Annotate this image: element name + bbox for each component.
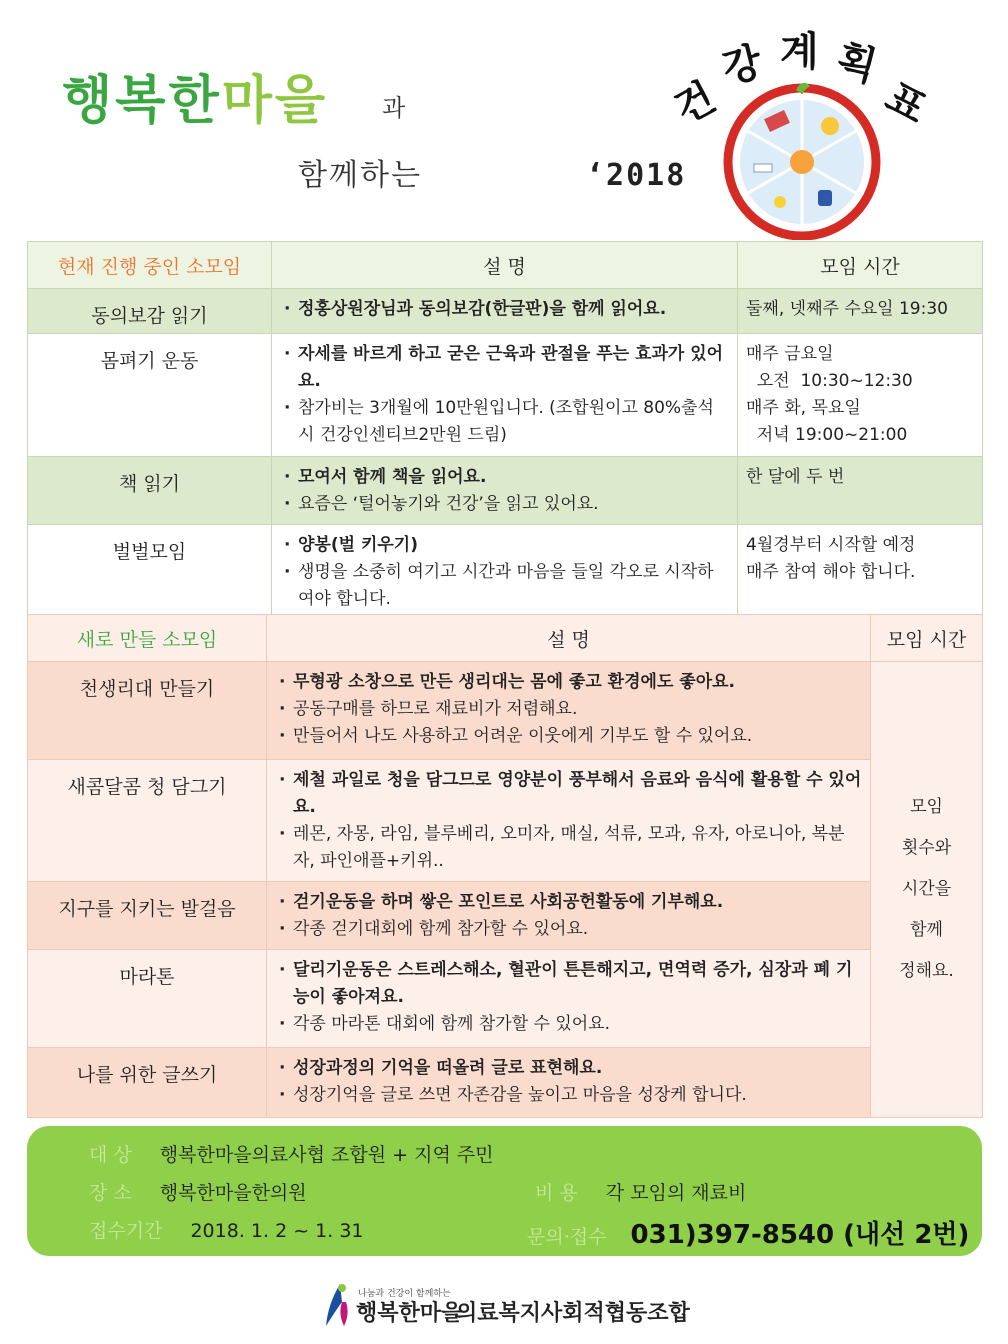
group-time <box>738 457 983 525</box>
info-place <box>89 1178 307 1205</box>
group-description <box>267 760 871 882</box>
target-value: 행복한마을의료사협 조합원 + 지역 주민 <box>159 1144 494 1166</box>
merged-time-line: 시간을 <box>901 879 952 899</box>
merged-time-line: 횟수와 <box>901 838 952 858</box>
table-row <box>28 334 983 457</box>
time-line: 한 달에 두 번 <box>746 467 845 487</box>
group-description <box>267 950 871 1048</box>
description-line: · 자세를 바르게 하고 굳은 근육과 관절을 푸는 효과가 있어요. <box>280 341 729 395</box>
group-name: 새콤달콤 청 담그기 <box>28 760 267 882</box>
description-line: · 성장기억을 글로 쓰면 자존감을 높이고 마음을 성장케 합니다. <box>275 1082 862 1109</box>
plan-char-1: 건 <box>667 74 723 133</box>
period-label: 접수기간 <box>89 1220 163 1242</box>
description-line: · 요즘은 ‘털어놓기와 건강’을 읽고 있어요. <box>280 491 729 518</box>
schedule-wheel-icon <box>718 72 886 240</box>
time-line: 매주 화, 목요일 <box>746 398 861 418</box>
title-part1: 행복한 <box>62 71 222 131</box>
plan-char-4: 획 <box>832 36 881 91</box>
col-header-current-group: 현재 진행 중인 소모임 <box>28 242 272 289</box>
group-description <box>272 457 738 525</box>
info-cost <box>535 1178 746 1205</box>
plan-char-2: 강 <box>717 38 767 93</box>
cost-label: 비 용 <box>535 1182 578 1204</box>
table-row <box>28 950 983 1048</box>
description-line: · 모여서 함께 책을 읽어요. <box>280 464 729 491</box>
group-name: 나를 위한 글쓰기 <box>28 1048 267 1118</box>
contact-label: 문의·접수 <box>527 1226 607 1248</box>
group-time <box>738 525 983 620</box>
place-value: 행복한마을한의원 <box>159 1182 307 1204</box>
table-row <box>28 662 983 760</box>
merged-time-cell <box>871 662 983 1118</box>
description-line: · 공동구매를 하므로 재료비가 저렴해요. <box>275 696 862 723</box>
period-value: 2018. 1. 2 ~ 1. 31 <box>190 1220 364 1242</box>
col-header-time: 모임 시간 <box>871 615 983 662</box>
page-subtitle: 함께하는 <box>298 158 422 193</box>
description-line: · 참가비는 3개월에 10만원입니다. (조합원이고 80%출석시 건강인센티브2만원 드림) <box>280 395 729 449</box>
group-description <box>267 662 871 760</box>
description-line: · 성장과정의 기억을 떠올려 글로 표현해요. <box>275 1055 862 1082</box>
merged-time-line: 함께 <box>910 920 943 940</box>
footer-logo <box>320 1278 700 1330</box>
table-header-row <box>28 242 983 289</box>
table-row <box>28 1048 983 1118</box>
col-header-time: 모임 시간 <box>738 242 983 289</box>
description-line: · 생명을 소중히 여기고 시간과 마음을 들일 각오로 시작하여야 합니다. <box>280 559 729 613</box>
description-line: · 무형광 소창으로 만든 생리대는 몸에 좋고 환경에도 좋아요. <box>275 669 862 696</box>
info-period <box>89 1216 364 1243</box>
footer-tagline: 나눔과 건강이 함께하는 <box>358 1289 451 1299</box>
description-line: · 달리기운동은 스트레스해소, 혈관이 튼튼해지고, 면역력 증가, 심장과 폐 기능이 좋아져요. <box>275 957 862 1011</box>
col-header-new-group: 새로 만들 소모임 <box>28 615 267 662</box>
cost-value: 각 모임의 재료비 <box>605 1182 747 1204</box>
title-part2: 마을 <box>221 71 329 131</box>
description-line: · 양봉(벌 키우기) <box>280 532 729 559</box>
contact-phone: 031)397-8540 (내선 2번) <box>630 1220 970 1250</box>
time-line: 매주 금요일 <box>746 344 834 364</box>
merged-time-line: 정해요. <box>899 961 954 981</box>
description-line: · 제철 과일로 청을 담그므로 영양분이 풍부해서 음료와 음식에 활용할 수 있어요. <box>275 767 862 821</box>
plan-char-3: 계 <box>780 29 819 75</box>
footer-org: 의료복지사회적협동조합 <box>456 1301 690 1326</box>
table-row <box>28 457 983 525</box>
group-time <box>738 289 983 334</box>
table-row <box>28 289 983 334</box>
table-header-row <box>28 615 983 662</box>
time-line: 4월경부터 시작할 예정 <box>746 535 916 555</box>
table-row <box>28 882 983 950</box>
time-line: 저녁 19:00~21:00 <box>746 425 908 445</box>
group-description <box>267 882 871 950</box>
description-line: · 정홍상원장님과 동의보감(한글판)을 함께 읽어요. <box>280 296 729 323</box>
group-name: 천생리대 만들기 <box>28 662 267 760</box>
description-line: · 레몬, 자몽, 라임, 블루베리, 오미자, 매실, 석류, 모과, 유자, 아로니아, 복분자, 파인애플+키위.. <box>275 821 862 875</box>
description-line: · 걷기운동을 하며 쌓은 포인트로 사회공헌활동에 기부해요. <box>275 889 862 916</box>
group-description <box>267 1048 871 1118</box>
page-title <box>62 58 328 133</box>
info-target <box>89 1140 494 1167</box>
group-name: 지구를 지키는 발걸음 <box>28 882 267 950</box>
target-label: 대 상 <box>89 1144 132 1166</box>
new-groups-table <box>27 614 983 1118</box>
group-name: 몸펴기 운동 <box>28 334 272 457</box>
group-name: 동의보감 읽기 <box>28 289 272 334</box>
plan-char-5: 표 <box>877 74 934 133</box>
table-row <box>28 525 983 620</box>
group-time <box>738 334 983 457</box>
current-groups-table <box>27 241 983 620</box>
time-line: 매주 참여 해야 합니다. <box>746 562 916 582</box>
group-description <box>272 525 738 620</box>
description-line: · 만들어서 나도 사용하고 어려운 이웃에게 기부도 할 수 있어요. <box>275 723 862 750</box>
info-contact <box>527 1214 969 1251</box>
org-logo-icon <box>320 1280 354 1328</box>
time-line: 둘째, 넷째주 수요일 19:30 <box>746 299 948 319</box>
group-name: 벌벌모임 <box>28 525 272 620</box>
group-description <box>272 334 738 457</box>
footer-brand: 행복한마을 <box>356 1301 463 1326</box>
merged-time-line: 모임 <box>910 797 943 817</box>
group-name: 마라톤 <box>28 950 267 1048</box>
col-header-description: 설 명 <box>272 242 738 289</box>
place-label: 장 소 <box>89 1182 132 1204</box>
time-line: 오전 10:30~12:30 <box>746 371 913 391</box>
description-line: · 각종 마라톤 대회에 함께 참가할 수 있어요. <box>275 1011 862 1038</box>
description-line: · 각종 걷기대회에 함께 참가할 수 있어요. <box>275 916 862 943</box>
table-row <box>28 760 983 882</box>
group-name: 책 읽기 <box>28 457 272 525</box>
year-label: ‘2018 <box>586 158 687 193</box>
info-box <box>27 1126 982 1256</box>
col-header-description: 설 명 <box>267 615 871 662</box>
group-description <box>272 289 738 334</box>
title-suffix: 과 <box>382 94 406 122</box>
